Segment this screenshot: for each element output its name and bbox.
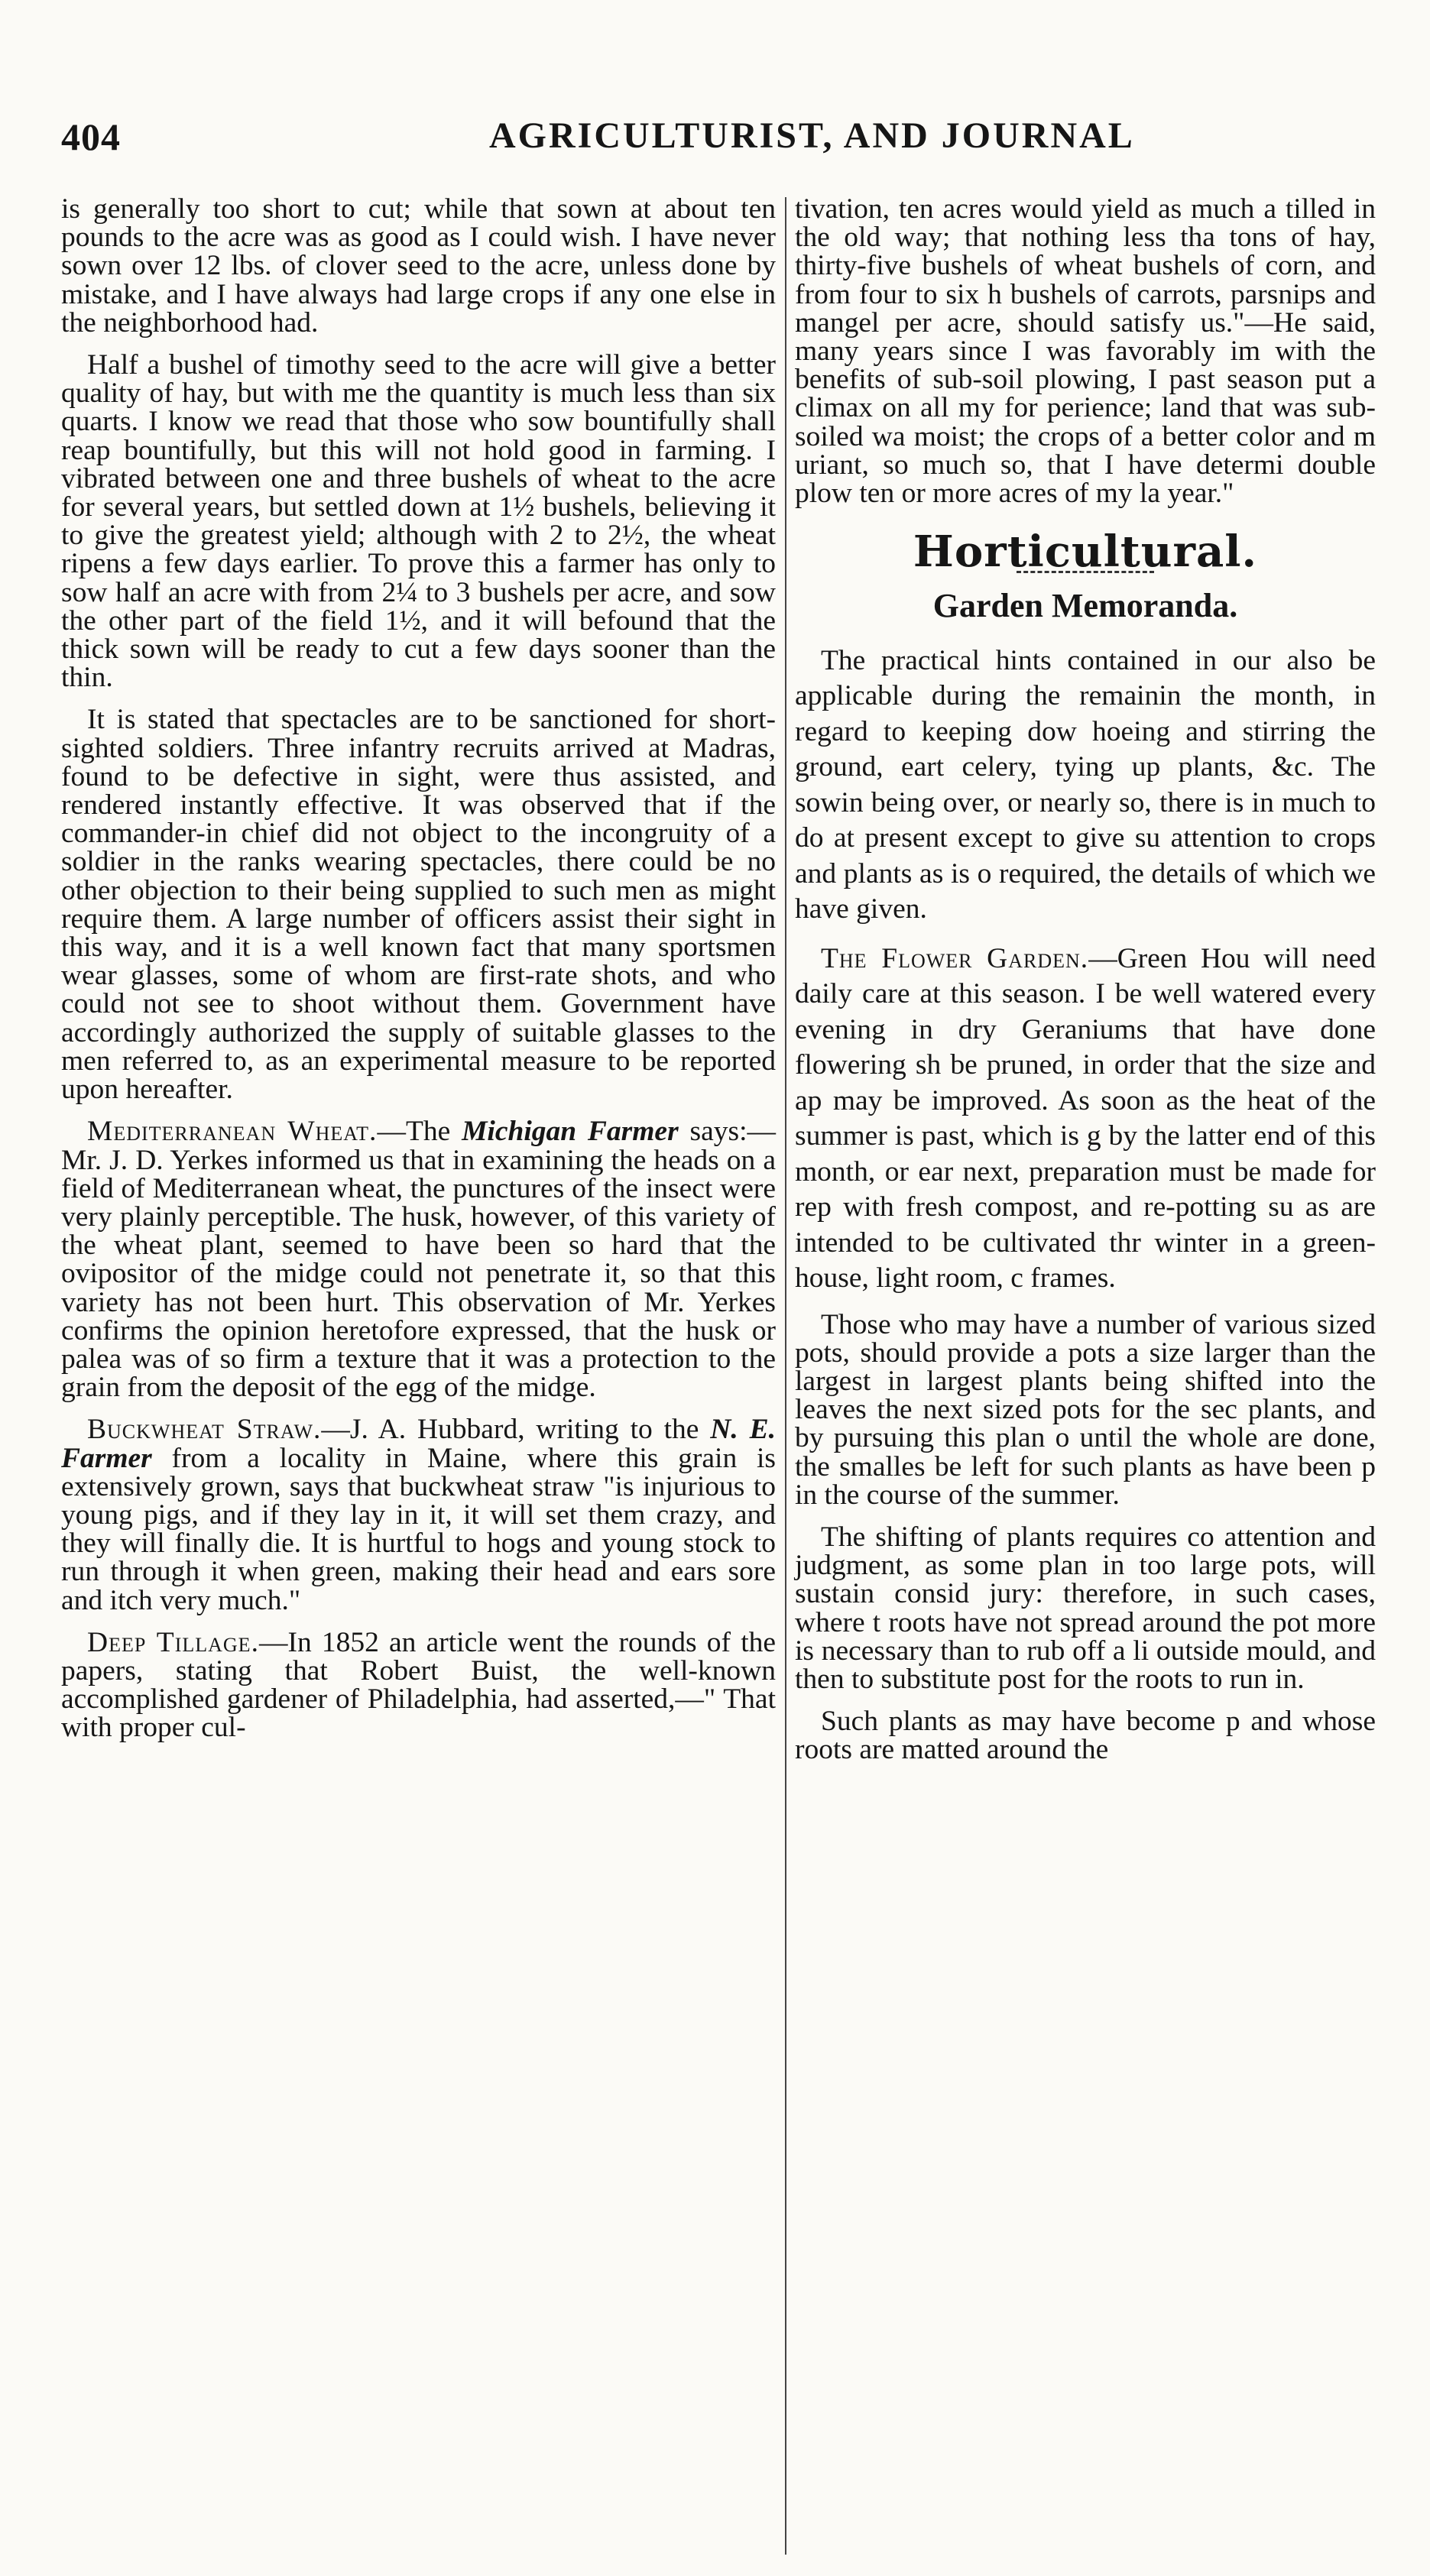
paragraph-deep-tillage-cont: tivation, ten acres would yield as much a tilled in the old way; that nothing less tha tons of hay, thirty-five bushels of wheat bushels of corn, and from four to six h bushels of carrots, parsnips and mangel per acre, should satisfy us."—He said, many years since I was favorably im with the benefits of sub-soil plowing, I past season put a climax on all my for perience; land that was sub-soiled wa moist; the crops of a better color and m uriant, so much so, that I have determi double plow ten or more acres of my la year." <box>795 193 1376 510</box>
paragraph-clover-seed: is generally too short to cut; while that sown at about ten pounds to the acre was as good as I could wish. I have never sown over 12 lbs. of clover seed to the acre, unless done by mistake, and I have always had large crops if any one else in the neighborhood had. <box>61 193 776 339</box>
flower-garden-heading: The Flower Garden. <box>821 942 1089 974</box>
page-header <box>61 115 1360 176</box>
source-ne-farmer: N. E. Farmer <box>61 1414 776 1474</box>
column-divider <box>785 197 786 2555</box>
paragraph-spectacles: It is stated that spectacles are to be sanctioned for short-sighted soldiers. Three infantry recruits arrived at Madras, found to be defective in sight, were thus assisted, and rendered instantly effective. It was observed that if the commander-in chief did not object to the incongruity of a soldier in the ranks wearing spectacles, there could be no other objection to their being supplied to such men as might require them. A large number of officers assist their sight in this way, and it is a well known fact that many sportsmen wear glasses, some of whom are first-rate shots, and who could not see to shoot without them. Government have accordingly authorized the supply of suitable glasses to the men referred to, as an experimental measure to be reported upon hereafter. <box>61 704 776 1106</box>
running-head: AGRICULTURIST, AND JOURNAL <box>489 115 1135 156</box>
paragraph-mediterranean-wheat: Mediterranean Wheat.—The Michigan Farmer says:—Mr. J. D. Yerkes informed us that in examining the heads on a field of Mediterranean wheat, the punctures of the insect were very plainly perceptible. The husk, however, of this variety of the wheat plant, seemed to have been so hard that the ovipositor of the midge could not penetrate it, so that this variety has not been hurt. This observation of Mr. Yerkes confirms the opinion heretofore expressed, that the husk or palea was of so firm a texture that it was a protection to the grain from the deposit of the egg of the midge. <box>61 1116 776 1404</box>
paragraph-flower-garden: The Flower Garden.—Green Hou will need daily care at this season. I be well watered every evening in dry Geraniums that have done flowering sh be pruned, in order that the size and ap may be improved. As soon as the heat of the summer is past, which is g by the latter end of this month, or ear next, preparation must be made for rep with fresh compost, and re-potting su as are intended to be cultivated thr winter in a green-house, light room, c frames. <box>795 942 1376 1294</box>
right-column <box>795 195 1376 1778</box>
mediterranean-wheat-heading: Mediterranean Wheat. <box>87 1116 378 1148</box>
article-title-garden-memoranda: Garden Memoranda. <box>932 587 1238 625</box>
paragraph-pots: Those who may have a number of various sized pots, should provide a pots a size larger than the largest in largest plants being shifted into the leaves the next sized pots for the sec plants, and by pursuing this plan o until the whole are done, the smalles be left for such plants as have been p in the course of the summer. <box>795 1308 1376 1511</box>
page-number: 404 <box>61 115 121 158</box>
left-column <box>61 195 776 1756</box>
paragraph-buckwheat-straw: Buckwheat Straw.—J. A. Hubbard, writing to the N. E. Farmer from a locality in Maine, where this grain is extensively grown, says that buckwheat straw "is injurious to young pigs, and if they lay in it, it will set them crazy, and they will finally die. It is hurtful to hogs and young stock to run through it when green, making their head and ears sore and itch very much." <box>61 1414 776 1616</box>
paragraph-deep-tillage: Deep Tillage.—In 1852 an article went the rounds of the papers, stating that Robert Buist, the well-known accomplished gardener of Philadelphia, had asserted,—" That with proper cul- <box>61 1626 777 1744</box>
paragraph-practical-hints: The practical hints contained in our also be applicable during the remainin the month, in regard to keeping dow hoeing and stirring the ground, eart celery, tying up plants, &c. The sowin being over, or nearly so, there is in much to do at present except to give su attention to crops and plants as is o required, the details of which we have given. <box>795 644 1376 925</box>
source-michigan-farmer: Michigan Farmer <box>462 1116 679 1148</box>
deep-tillage-heading: Deep Tillage. <box>87 1626 259 1658</box>
section-title-horticultural: Horticultural. <box>913 527 1258 578</box>
buckwheat-straw-heading: Buckwheat Straw. <box>87 1414 322 1446</box>
paragraph-timothy-seed: Half a bushel of timothy seed to the acre will give a better quality of hay, but with me the quantity is much less than six quarts. I know we read that those who sow bountifully shall reap bountifully, but this will not hold good in farming. I vibrated between one and three bushels of wheat to the acre for several years, but settled down at 1½ bushels, believing it to give the greatest yield; although with 2 to 2½, the wheat ripens a few days earlier. To prove this a farmer has only to sow half an acre with from 2¼ to 3 bushels per acre, and sow the other part of the field 1½, and it will befound that the thick sown will be ready to cut a few days sooner than the thin. <box>61 349 776 694</box>
paragraph-matted-roots: Such plants as may have become p and whose roots are matted around the <box>795 1706 1376 1766</box>
paragraph-shifting-plants: The shifting of plants requires co attention and judgment, as some plan in too large pots, will sustain consid jury: therefore, in such cases, where t roots have not spread around the pot more is necessary than to rub off a li outside mould, and then to substitute post for the roots to run in. <box>795 1521 1376 1696</box>
